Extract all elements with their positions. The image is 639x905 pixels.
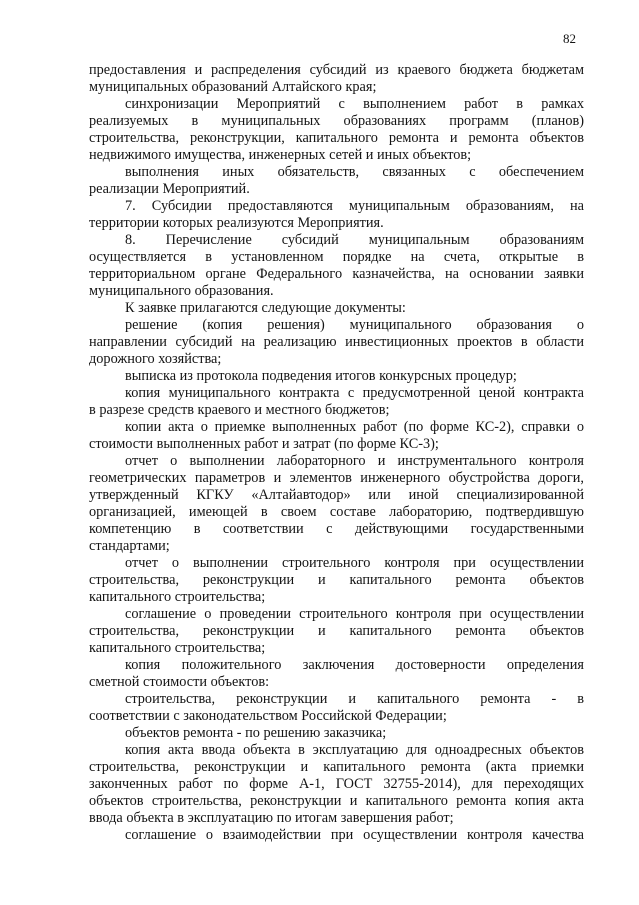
document-body [89,62,584,844]
text-line: капитального строительства; [89,589,266,605]
text-line: выполнения иных обязательств, связанных с обеспечением [125,164,584,180]
text-line: законченных работ по форме А-1, ГОСТ 32755-2014), для переходящих [89,776,584,792]
text-line: муниципального образования. [89,283,274,299]
text-line: объектов строительства, реконструкции и капитального ремонта копия акта [89,793,584,809]
text-line: копии акта о приемке выполненных работ (по форме КС-2), справки о [125,419,584,435]
text-line: объектов ремонта - по решению заказчика; [125,725,387,741]
text-line: строительства, реконструкции, капитального ремонта и ремонта объектов [89,130,584,146]
text-line: строительства, реконструкции и капитального ремонта объектов [89,623,584,639]
text-line: копия акта ввода объекта в эксплуатацию для одноадресных объектов [125,742,584,758]
text-line: стоимости выполненных работ и затрат (по форме КС-3); [89,436,439,452]
text-line: организацией, имеющей в своем составе лабораторию, подтвердившую [89,504,584,520]
text-line: муниципальных образований Алтайского края; [89,79,377,95]
text-line: направлении субсидий на реализацию инвестиционных проектов в области [89,334,584,350]
text-line: синхронизации Мероприятий с выполнением работ в рамках [125,96,584,112]
text-line: осуществляется в установленном порядке на счета, открытые в [89,249,584,265]
text-line: капитального строительства; [89,640,266,656]
text-line: ввода объекта в эксплуатацию по итогам завершения работ; [89,810,454,826]
text-line: стандартами; [89,538,170,554]
text-line: 7. Субсидии предоставляются муниципальным образованиям, на [125,198,584,214]
text-line: реализации Мероприятий. [89,181,250,197]
text-line: выписка из протокола подведения итогов конкурсных процедур; [125,368,517,384]
text-line: утвержденный КГКУ «Алтайавтодор» или иной специализированной [89,487,584,503]
text-line: дорожного хозяйства; [89,351,222,367]
page-number: 82 [563,31,576,46]
text-line: предоставления и распределения субсидий из краевого бюджета бюджетам [89,62,584,78]
text-line: отчет о выполнении лабораторного и инструментального контроля [125,453,584,469]
text-line: 8. Перечисление субсидий муниципальным образованиям [125,232,584,248]
text-line: в разрезе средств краевого и местного бюджетов; [89,402,390,418]
text-line: недвижимого имущества, инженерных сетей и иных объектов; [89,147,472,163]
text-line: копия положительного заключения достоверности определения [125,657,584,673]
text-line: копия муниципального контракта с предусмотренной ценой контракта [125,385,584,401]
text-line: соглашение о проведении строительного контроля при осуществлении [125,606,584,622]
text-line: территориальном органе Федерального казначейства, на основании заявки [89,266,584,282]
text-line: соответствии с законодательством Российской Федерации; [89,708,447,724]
text-line: соглашение о взаимодействии при осуществлении контроля качества [125,827,584,843]
text-line: сметной стоимости объектов: [89,674,270,690]
text-line: отчет о выполнении строительного контроля при осуществлении [125,555,584,571]
text-line: строительства, реконструкции и капитального ремонта объектов [89,572,584,588]
text-line: решение (копия решения) муниципального образования о [125,317,584,333]
text-line: К заявке прилагаются следующие документы: [125,300,406,316]
text-line: территории которых реализуются Мероприятия. [89,215,384,231]
text-line: строительства, реконструкции и капитального ремонта (акта приемки [89,759,584,775]
text-line: реализуемых в муниципальных образованиях программ (планов) [89,113,584,129]
text-line: компетенцию в соответствии с действующими государственными [89,521,584,537]
text-line: геометрических параметров и элементов инженерного обустройства дороги, [89,470,584,486]
text-line: строительства, реконструкции и капитального ремонта - в [125,691,584,707]
